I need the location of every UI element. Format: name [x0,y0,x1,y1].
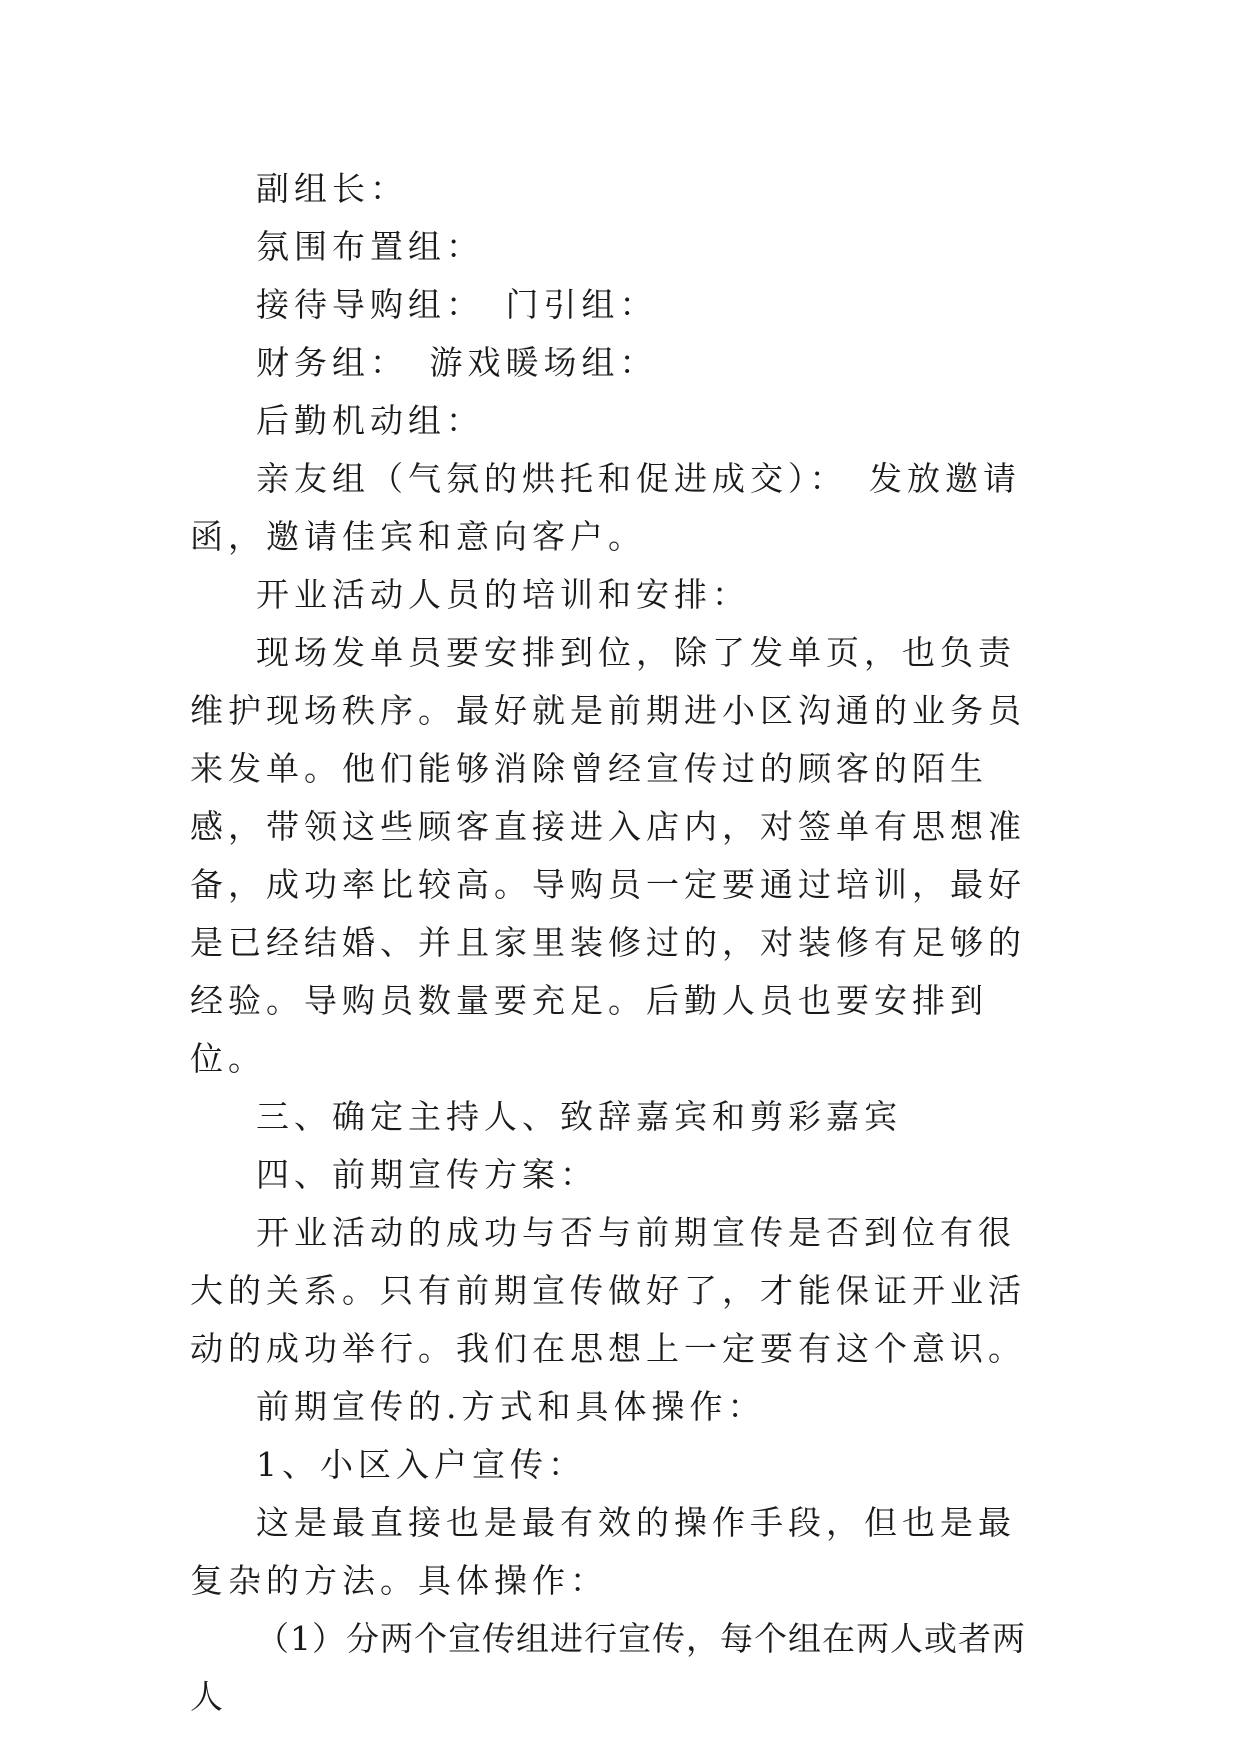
paragraph-logistics-group: 后勤机动组： [256,401,484,440]
paragraph-promotion-methods: 前期宣传的.方式和具体操作： [256,1387,766,1426]
paragraph-direct-method: 这是最直接也是最有效的操作手段，但也是最复杂的方法。具体操作： [190,1503,1016,1600]
paragraph-reception-group: 接待导购组： 门引组： [256,285,658,324]
section-heading-four: 四、前期宣传方案： [256,1155,598,1194]
paragraph-staffing-details: 现场发单员要安排到位，除了发单页，也负责维护现场秩序。最好就是前期进小区沟通的业务员来发单。他们能够消除曾经宣传过的顾客的陌生感，带领这些顾客直接进入店内，对签单有思想准备，成功率比较高。导购员一定要通过培训，最好是已经结婚、并且家里装修过的，对装修有足够的经验。导购员数量要充足。后勤人员也要安排到位。 [190,633,1026,1078]
paragraph-deputy-leader: 副组长： [256,169,408,208]
paragraph-community-promotion: 1、小区入户宣传： [256,1445,586,1484]
paragraph-promotion-importance: 开业活动的成功与否与前期宣传是否到位有很大的关系。只有前期宣传做好了，才能保证开业活动的成功举行。我们在思想上一定要有这个意识。 [190,1213,1026,1368]
paragraph-friends-group: 亲友组（气氛的烘托和促进成交）： 发放邀请函，邀请佳宾和意向客户。 [190,459,1021,556]
paragraph-finance-group: 财务组： 游戏暖场组： [256,343,658,382]
paragraph-atmosphere-group: 氛围布置组： [256,227,484,266]
section-heading-three: 三、确定主持人、致辞嘉宾和剪彩嘉宾 [256,1097,902,1136]
paragraph-training-heading: 开业活动人员的培训和安排： [256,575,750,614]
paragraph-two-teams: （1）分两个宣传组进行宣传，每个组在两人或者两人 [190,1619,1026,1716]
document-page [190,160,1050,1726]
